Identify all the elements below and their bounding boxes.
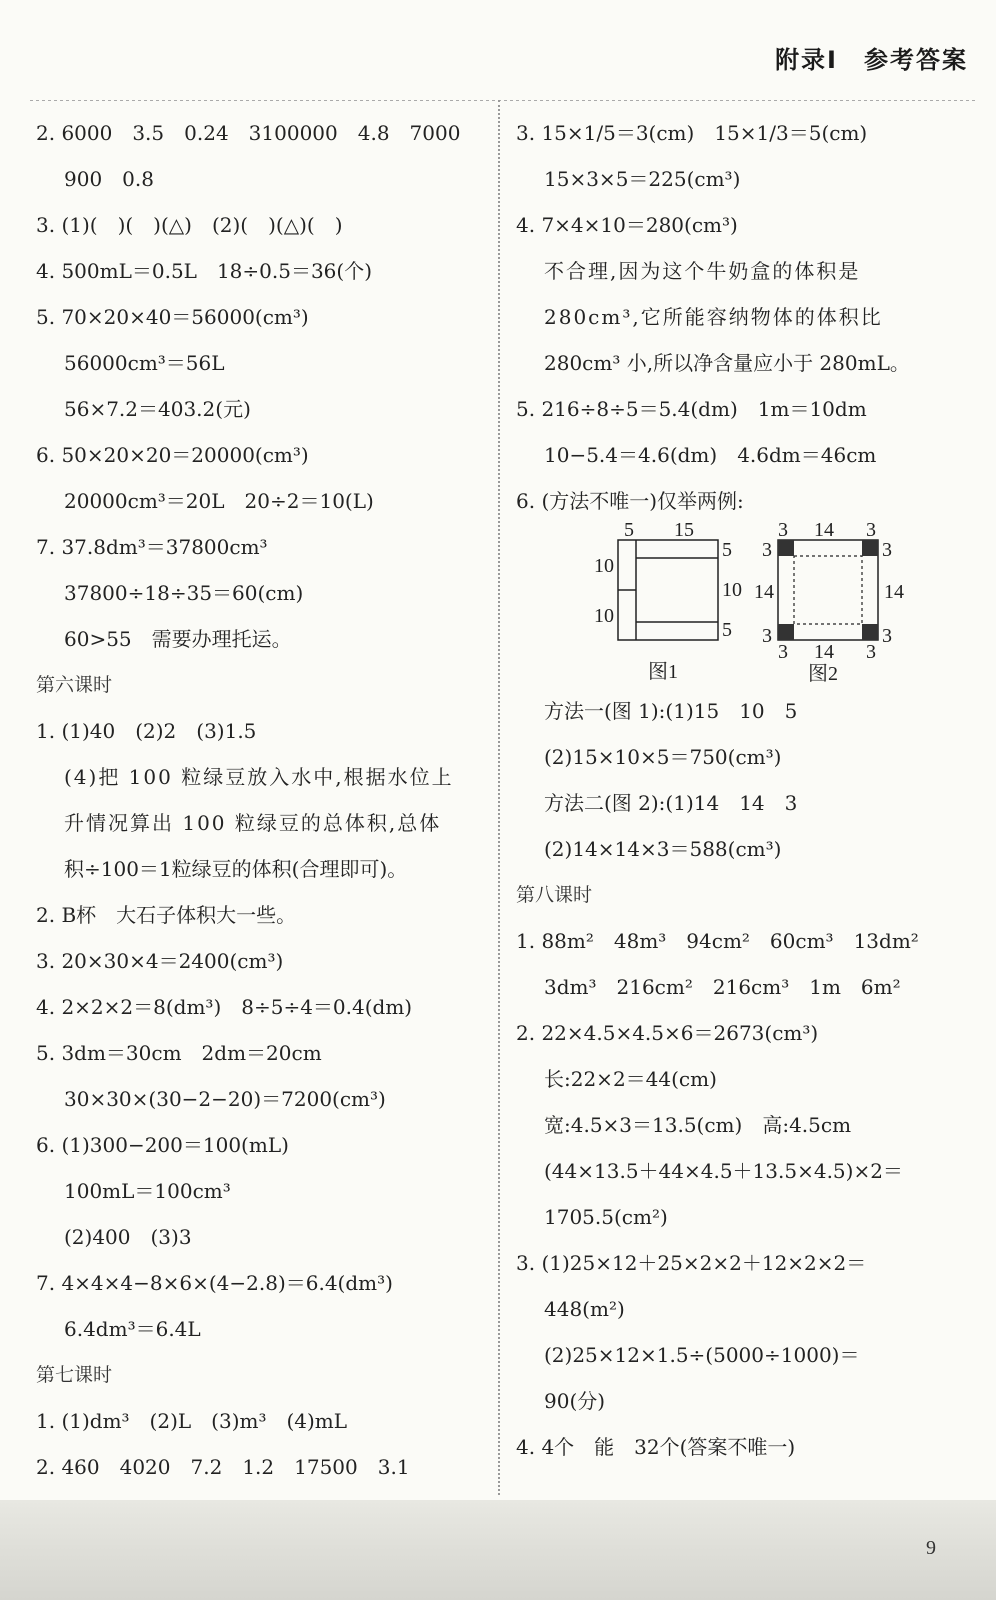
- fig1-label-top-b: 15: [674, 519, 694, 541]
- answer-line: 10−5.4＝4.6(dm) 4.6dm＝46cm: [544, 443, 877, 467]
- answer-line: 1. (1)dm³ (2)L (3)m³ (4)mL: [36, 1409, 348, 1433]
- fig2-label-left-b: 3: [762, 625, 772, 647]
- fig1-label-top-a: 5: [624, 519, 634, 541]
- answer-line: 长:22×2＝44(cm): [544, 1067, 717, 1091]
- answer-line: (44×13.5＋44×4.5＋13.5×4.5)×2＝: [544, 1159, 903, 1183]
- answer-line: 不合理,因为这个牛奶盒的体积是: [544, 259, 861, 283]
- answer-line: 90(分): [544, 1389, 606, 1413]
- answer-line: 2. 6000 3.5 0.24 3100000 4.8 7000: [36, 121, 461, 145]
- answer-line: 5. 3dm＝30cm 2dm＝20cm: [36, 1041, 322, 1065]
- fig2-label-bot-r: 3: [866, 641, 876, 663]
- answer-line: 20000cm³＝20L 20÷2＝10(L): [64, 489, 374, 513]
- fig2-label-left-m: 14: [754, 581, 774, 603]
- answer-line: 积÷100＝1粒绿豆的体积(合理即可)。: [64, 857, 408, 881]
- answer-line: 6. 50×20×20＝20000(cm³): [36, 443, 309, 467]
- fig2-caption: 图2: [808, 663, 838, 685]
- answer-line: 7. 4×4×4−8×6×(4−2.8)＝6.4(dm³): [36, 1271, 393, 1295]
- answer-line: (2)15×10×5＝750(cm³): [544, 745, 782, 769]
- answer-line: 4. 4个 能 32个(答案不唯一): [516, 1435, 796, 1459]
- answer-line: 4. 7×4×10＝280(cm³): [516, 213, 738, 237]
- fig2-label-right-m: 14: [884, 581, 904, 603]
- answer-line: 60>55 需要办理托运。: [64, 627, 292, 651]
- answer-line: 280cm³ 小,所以净含量应小于 280mL。: [544, 351, 910, 375]
- left-column: [36, 110, 486, 1490]
- fig2-label-top-r: 3: [866, 519, 876, 541]
- answer-line: 30×30×(30−2−20)＝7200(cm³): [64, 1087, 386, 1111]
- answer-line: 2. 460 4020 7.2 1.2 17500 3.1: [36, 1455, 410, 1479]
- answer-line: 3. (1)( )( )(△) (2)( )(△)( ): [36, 213, 343, 237]
- answer-line: (2)14×14×3＝588(cm³): [544, 837, 782, 861]
- fig1-label-right-1: 5: [722, 539, 732, 561]
- fig2-corner-r: 3: [882, 539, 892, 561]
- page-number: 9: [926, 1537, 936, 1559]
- answer-line: 2. B杯 大石子体积大一些。: [36, 903, 297, 927]
- fig2-label-top-m: 14: [814, 519, 834, 541]
- figure-1: [618, 540, 718, 640]
- answer-line: 37800÷18÷35＝60(cm): [64, 581, 304, 605]
- answer-line: 3dm³ 216cm² 216cm³ 1m 6m²: [544, 975, 901, 999]
- footer-band: [0, 1500, 996, 1600]
- fig1-label-right-2: 10: [722, 579, 742, 601]
- answer-line: 5. 70×20×40＝56000(cm³): [36, 305, 309, 329]
- fig2-corner-l: 3: [882, 625, 892, 647]
- answer-line: 900 0.8: [64, 167, 154, 191]
- section-heading: 第七课时: [36, 1364, 113, 1386]
- answer-figure: [586, 518, 976, 688]
- fig2-label-bot-m: 14: [814, 641, 834, 663]
- answer-line: (2)400 (3)3: [64, 1225, 192, 1249]
- answer-line: 宽:4.5×3＝13.5(cm) 高:4.5cm: [544, 1113, 852, 1137]
- answer-line: 15×3×5＝225(cm³): [544, 167, 741, 191]
- answer-line: 6. (1)300−200＝100(mL): [36, 1133, 289, 1157]
- answer-line: 448(m²): [544, 1297, 625, 1321]
- answer-line: 56×7.2＝403.2(元): [64, 397, 251, 421]
- answer-line: 1. 88m² 48m³ 94cm² 60cm³ 13dm²: [516, 929, 919, 953]
- page-header: 附录Ⅰ 参考答案: [775, 46, 968, 74]
- answer-line: (2)25×12×1.5÷(5000÷1000)＝: [544, 1343, 860, 1367]
- fig1-label-left-2: 10: [594, 605, 614, 627]
- figure-2: [778, 540, 878, 640]
- answer-line: 3. 20×30×4＝2400(cm³): [36, 949, 284, 973]
- answer-line: 6. (方法不唯一)仅举两例:: [516, 489, 744, 513]
- answer-line: 7. 37.8dm³＝37800cm³: [36, 535, 268, 559]
- answer-line: 5. 216÷8÷5＝5.4(dm) 1m＝10dm: [516, 397, 867, 421]
- answer-line: 升情况算出 100 粒绿豆的总体积,总体: [64, 811, 442, 835]
- fig2-label-left-t: 3: [762, 539, 772, 561]
- answer-line: 4. 500mL＝0.5L 18÷0.5＝36(个): [36, 259, 373, 283]
- header-divider: [30, 100, 976, 101]
- answer-line: 方法二(图 2):(1)14 14 3: [544, 791, 798, 815]
- answer-line: (4)把 100 粒绿豆放入水中,根据水位上: [64, 765, 454, 789]
- answer-line: 3. (1)25×12＋25×2×2＋12×2×2＝: [516, 1251, 867, 1275]
- fig1-label-left-1: 10: [594, 555, 614, 577]
- answer-line: 4. 2×2×2＝8(dm³) 8÷5÷4＝0.4(dm): [36, 995, 413, 1019]
- fig1-label-right-3: 5: [722, 619, 732, 641]
- answer-line: 280cm³,它所能容纳物体的体积比: [544, 305, 883, 329]
- answer-line: 1. (1)40 (2)2 (3)1.5: [36, 719, 257, 743]
- column-divider: [498, 100, 500, 1495]
- fig1-caption: 图1: [648, 661, 678, 683]
- fig2-label-bot-l: 3: [778, 641, 788, 663]
- answer-line: 2. 22×4.5×4.5×6＝2673(cm³): [516, 1021, 819, 1045]
- section-heading: 第六课时: [36, 674, 113, 696]
- section-heading: 第八课时: [516, 884, 593, 906]
- answer-line: 1705.5(cm²): [544, 1205, 668, 1229]
- right-column: [516, 110, 976, 1470]
- answer-line: 56000cm³＝56L: [64, 351, 225, 375]
- answer-line: 6.4dm³＝6.4L: [64, 1317, 201, 1341]
- answer-line: 3. 15×1/5＝3(cm) 15×1/3＝5(cm): [516, 121, 868, 145]
- answer-line: 100mL＝100cm³: [64, 1179, 231, 1203]
- fig2-label-top-l: 3: [778, 519, 788, 541]
- answer-line: 方法一(图 1):(1)15 10 5: [544, 699, 798, 723]
